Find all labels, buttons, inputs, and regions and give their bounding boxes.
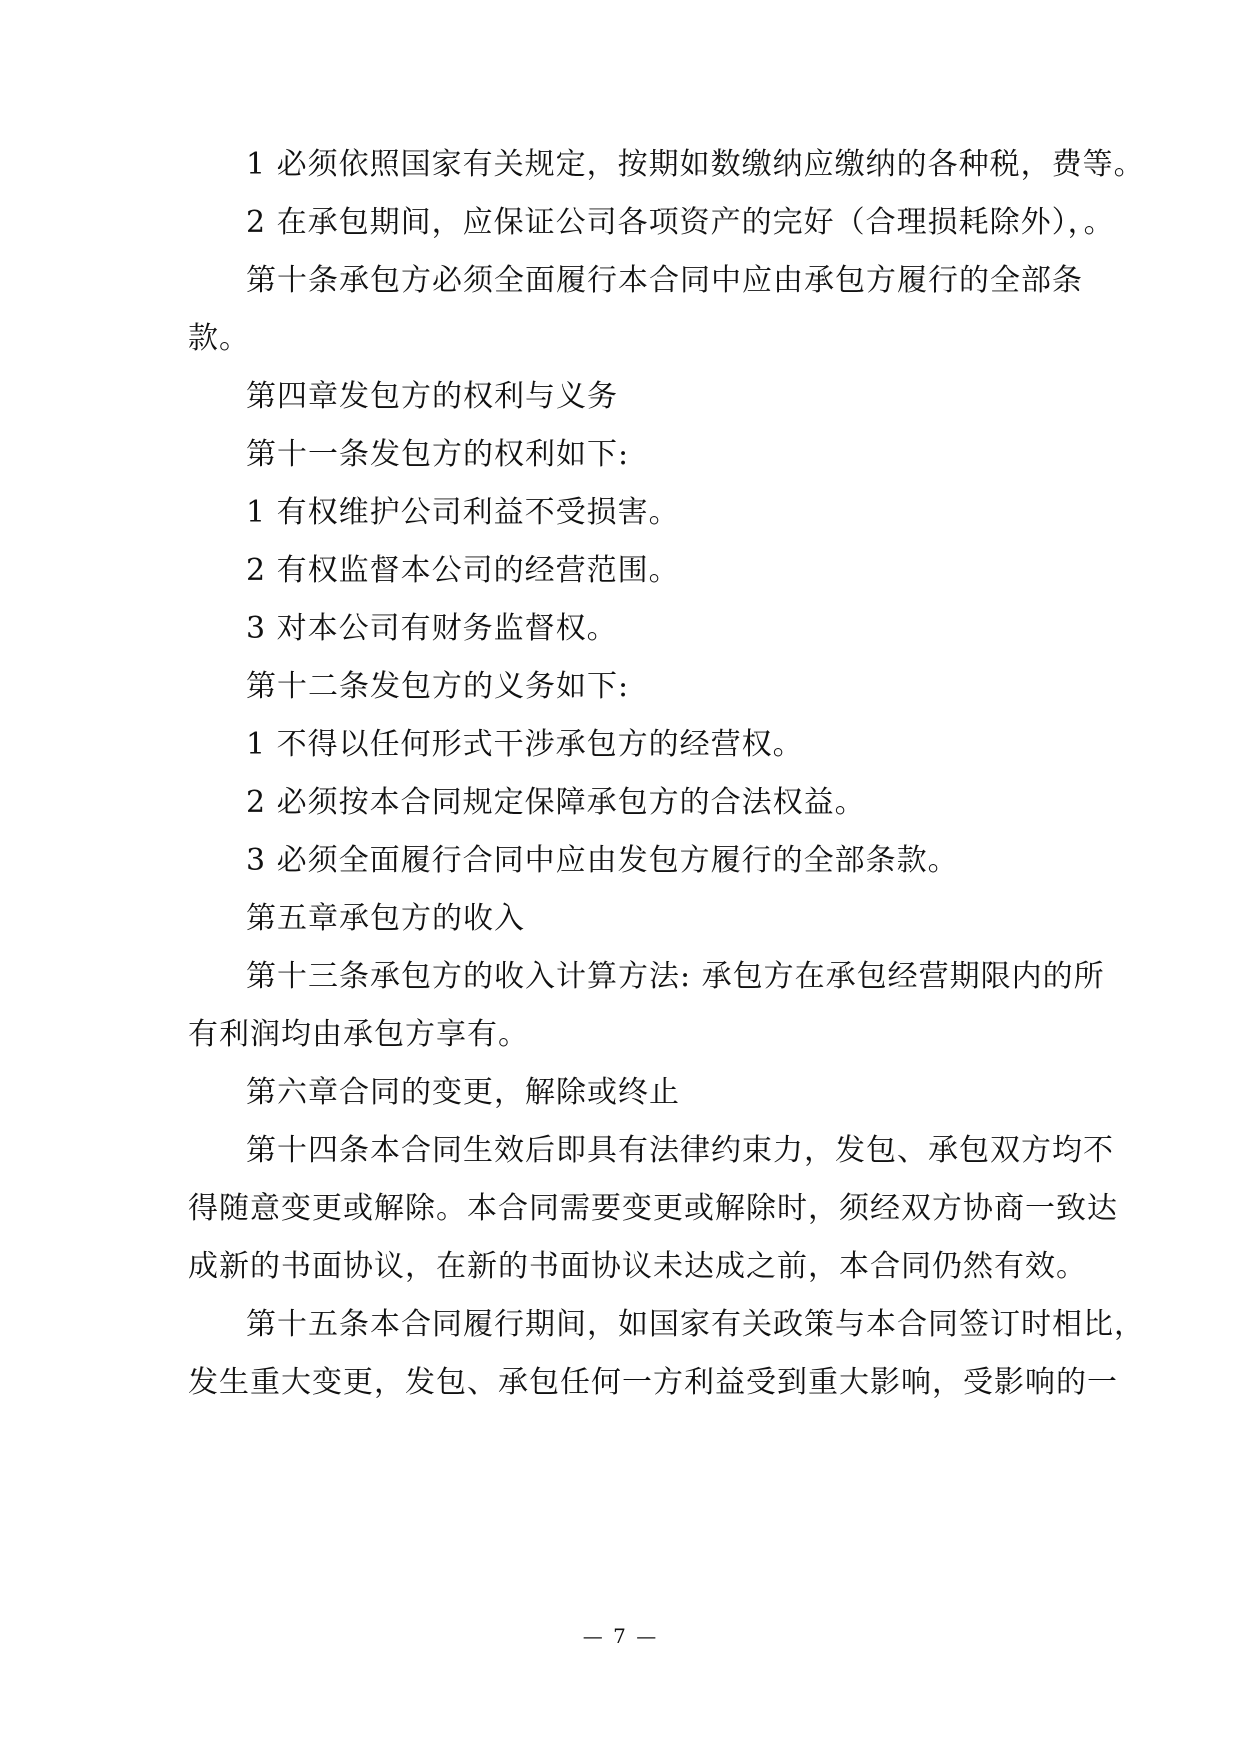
article-heading: 第十一条发包方的权利如下:	[246, 437, 630, 472]
paragraph-line: 得随意变更或解除。本合同需要变更或解除时，须经双方协商一致达	[188, 1191, 1118, 1226]
list-item: 2 有权监督本公司的经营范围。	[246, 553, 680, 588]
page-number: — 7 —	[582, 1624, 659, 1648]
paragraph-line: 有利润均由承包方享有。	[188, 1017, 529, 1052]
list-item: 1 有权维护公司利益不受损害。	[246, 495, 680, 530]
chapter-heading: 第五章承包方的收入	[246, 901, 525, 936]
paragraph-line: 第十三条承包方的收入计算方法: 承包方在承包经营期限内的所	[246, 959, 1105, 994]
article-heading: 第十二条发包方的义务如下:	[246, 669, 630, 704]
paragraph-line: 2 在承包期间，应保证公司各项资产的完好（合理损耗除外），。	[246, 205, 1115, 240]
paragraph-line: 1 必须依照国家有关规定，按期如数缴纳应缴纳的各种税，费等。	[246, 147, 1145, 182]
paragraph-line: 发生重大变更，发包、承包任何一方利益受到重大影响，受影响的一	[188, 1365, 1118, 1400]
list-item: 2 必须按本合同规定保障承包方的合法权益。	[246, 785, 866, 820]
paragraph-line: 成新的书面协议，在新的书面协议未达成之前，本合同仍然有效。	[188, 1249, 1087, 1284]
chapter-heading: 第六章合同的变更，解除或终止	[246, 1075, 680, 1110]
paragraph-line: 款。	[188, 321, 250, 356]
list-item: 3 必须全面履行合同中应由发包方履行的全部条款。	[246, 843, 959, 878]
paragraph-line: 第十四条本合同生效后即具有法律约束力，发包、承包双方均不	[246, 1133, 1114, 1168]
list-item: 3 对本公司有财务监督权。	[246, 611, 618, 646]
list-item: 1 不得以任何形式干涉承包方的经营权。	[246, 727, 804, 762]
chapter-heading: 第四章发包方的权利与义务	[246, 379, 618, 414]
paragraph-line: 第十条承包方必须全面履行本合同中应由承包方履行的全部条	[246, 263, 1083, 298]
paragraph-line: 第十五条本合同履行期间，如国家有关政策与本合同签订时相比，	[246, 1307, 1145, 1342]
